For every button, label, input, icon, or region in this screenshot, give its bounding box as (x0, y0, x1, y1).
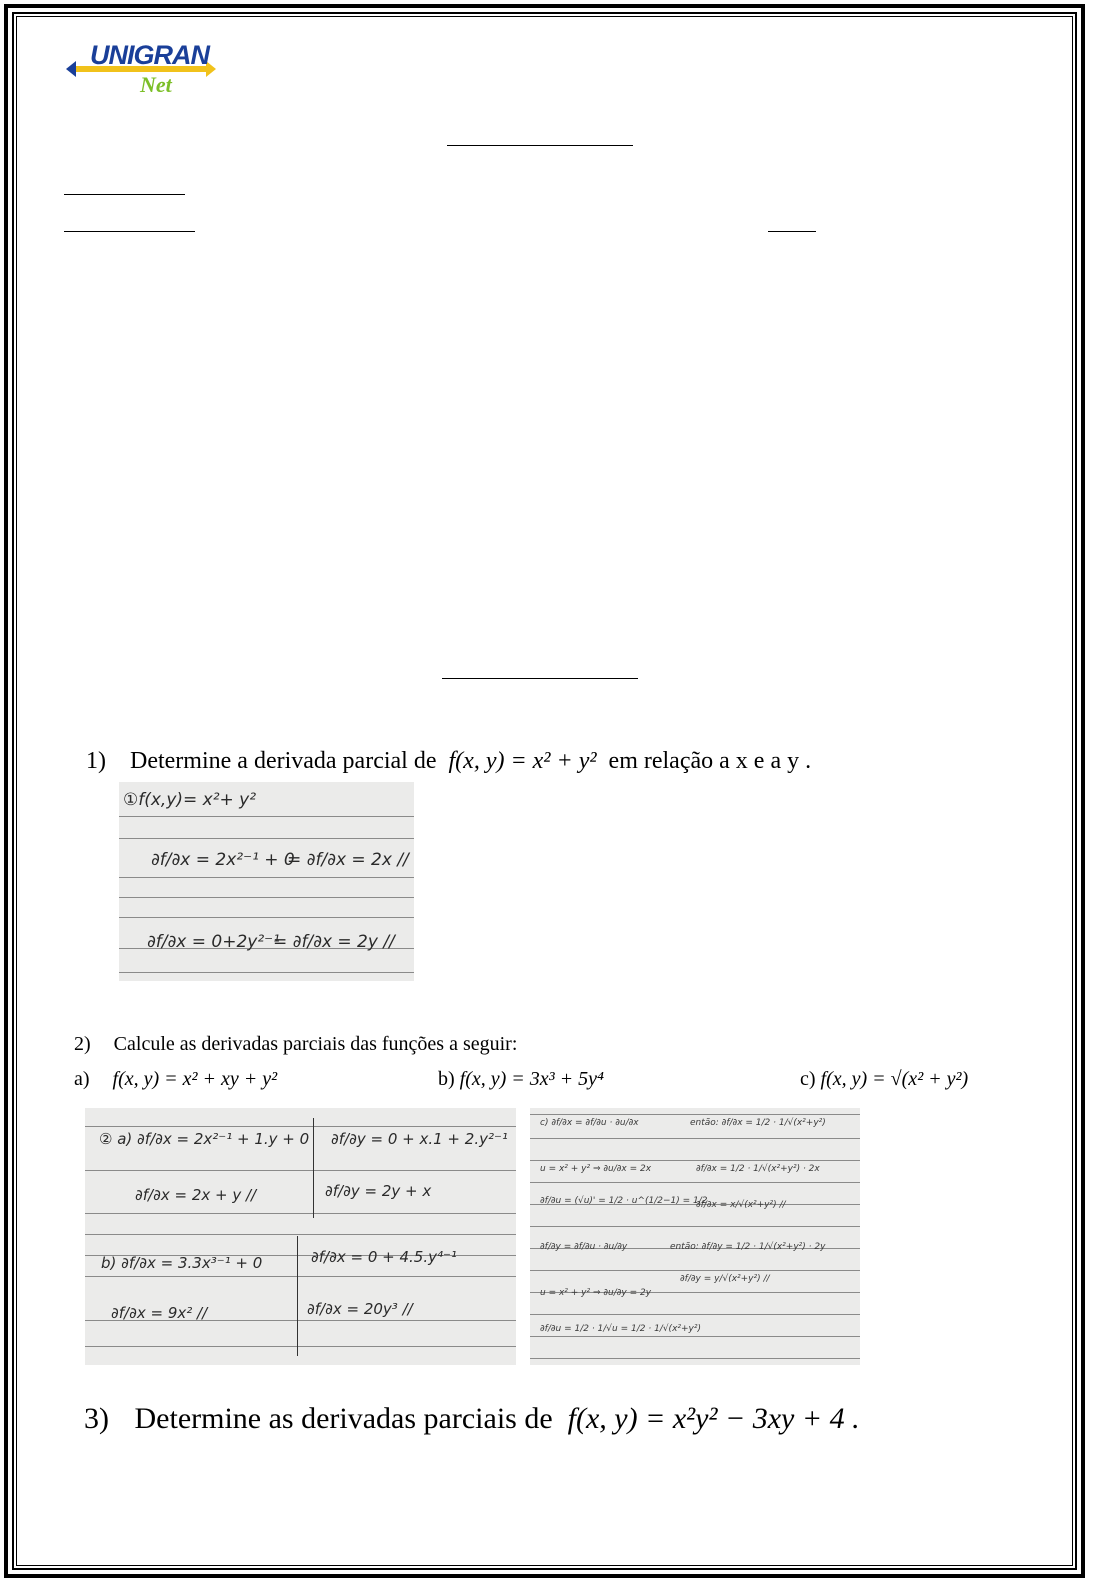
logo-brand: UNIGRAN (90, 40, 209, 70)
question-2a-formula: f(x, y) = x² + xy + y² (112, 1068, 278, 1090)
question-2c-label: c) (800, 1068, 816, 1090)
question-2c-formula: f(x, y) = √(x² + y²) (820, 1068, 969, 1090)
hw-q2c-line4: ∂f/∂x = 1/2 · 1/√(x²+y²) · 2x (696, 1164, 820, 1174)
hw-q1-line3: = ∂f/∂x = 2x // (287, 850, 409, 870)
field-rule-3 (768, 231, 816, 232)
hw-q2c-line3: u = x² + y² ⇒ ∂u/∂x = 2x (540, 1164, 652, 1174)
question-1-text: Determine a derivada parcial de (130, 748, 437, 774)
hw-q2-line1: ② a) ∂f/∂x = 2x²⁻¹ + 1.y + 0 (99, 1130, 310, 1148)
hw-q2c-line11: ∂f/∂u = 1/2 · 1/√u = 1/2 · 1/√(x²+y²) (540, 1324, 701, 1334)
hw-q2c-line1: c) ∂f/∂x = ∂f/∂u · ∂u/∂x (540, 1118, 639, 1128)
question-1-number: 1) (86, 748, 106, 774)
answer-1-photo (119, 782, 414, 981)
hw-q2-line6: ∂f/∂x = 0 + 4.5.y⁴⁻¹ (311, 1248, 457, 1266)
hw-q2-line4: ∂f/∂y = 2y + x (325, 1182, 432, 1200)
question-2a (74, 1068, 277, 1091)
question-1 (86, 748, 811, 775)
answer-2c-photo (530, 1108, 860, 1365)
logo-sub: Net (140, 72, 172, 97)
hw-q2c-line7: ∂f/∂y = ∂f/∂u · ∂u/∂y (540, 1242, 628, 1252)
question-1-formula: f(x, y) = x² + y² (448, 748, 597, 774)
question-3 (84, 1402, 860, 1436)
question-2 (74, 1033, 517, 1056)
answer-2ab-photo (85, 1108, 516, 1365)
hw-q1-line5: = ∂f/∂x = 2y // (273, 932, 395, 952)
question-3-number: 3) (84, 1402, 109, 1435)
title-rule (447, 145, 633, 146)
question-2b-formula: f(x, y) = 3x³ + 5y⁴ (459, 1068, 604, 1090)
question-2b (438, 1068, 604, 1091)
hw-q2-line7: ∂f/∂x = 9x² // (111, 1304, 208, 1322)
question-2c (800, 1068, 968, 1091)
hw-q2c-line10: ∂f/∂y = y/√(x²+y²) // (680, 1274, 770, 1284)
hw-q2c-line9: u = x² + y² ⇒ ∂u/∂y = 2y (540, 1288, 652, 1298)
hw-q1-line1: ①f(x,y)= x²+ y² (123, 790, 257, 810)
hw-q1-line2: ∂f/∂x = 2x²⁻¹ + 0 (151, 850, 295, 870)
field-rule-1 (64, 194, 185, 195)
question-2-number: 2) (74, 1033, 91, 1055)
hw-q2-line8: ∂f/∂x = 20y³ // (307, 1300, 413, 1318)
hw-q2c-line8: então: ∂f/∂y = 1/2 · 1/√(x²+y²) · 2y (670, 1242, 826, 1252)
question-3-text: Determine as derivadas parciais de (134, 1402, 553, 1435)
hw-q2c-line6: ∂f/∂x = x/√(x²+y²) // (696, 1200, 786, 1210)
hw-q2c-line5: ∂f/∂u = (√u)' = 1/2 · u^(1/2−1) = 1/2 (540, 1196, 708, 1206)
unigran-logo (76, 36, 216, 102)
hw-q2c-line2: então: ∂f/∂x = 1/2 · 1/√(x²+y²) (690, 1118, 826, 1128)
hw-q2-line3: ∂f/∂x = 2x + y // (135, 1186, 257, 1204)
question-2a-label: a) (74, 1068, 90, 1090)
section-rule (442, 678, 638, 679)
field-rule-2 (64, 231, 195, 232)
question-2b-label: b) (438, 1068, 455, 1090)
question-1-suffix: em relação a x e a y . (608, 748, 812, 774)
question-3-formula: f(x, y) = x²y² − 3xy + 4 . (567, 1402, 860, 1435)
hw-q1-line4: ∂f/∂x = 0+2y²⁻¹ (147, 932, 280, 952)
hw-q2-line2: ∂f/∂y = 0 + x.1 + 2.y²⁻¹ (331, 1130, 508, 1148)
question-2-text: Calcule as derivadas parciais das funções a seguir: (113, 1033, 518, 1055)
hw-q2-line5: b) ∂f/∂x = 3.3x³⁻¹ + 0 (101, 1254, 263, 1272)
